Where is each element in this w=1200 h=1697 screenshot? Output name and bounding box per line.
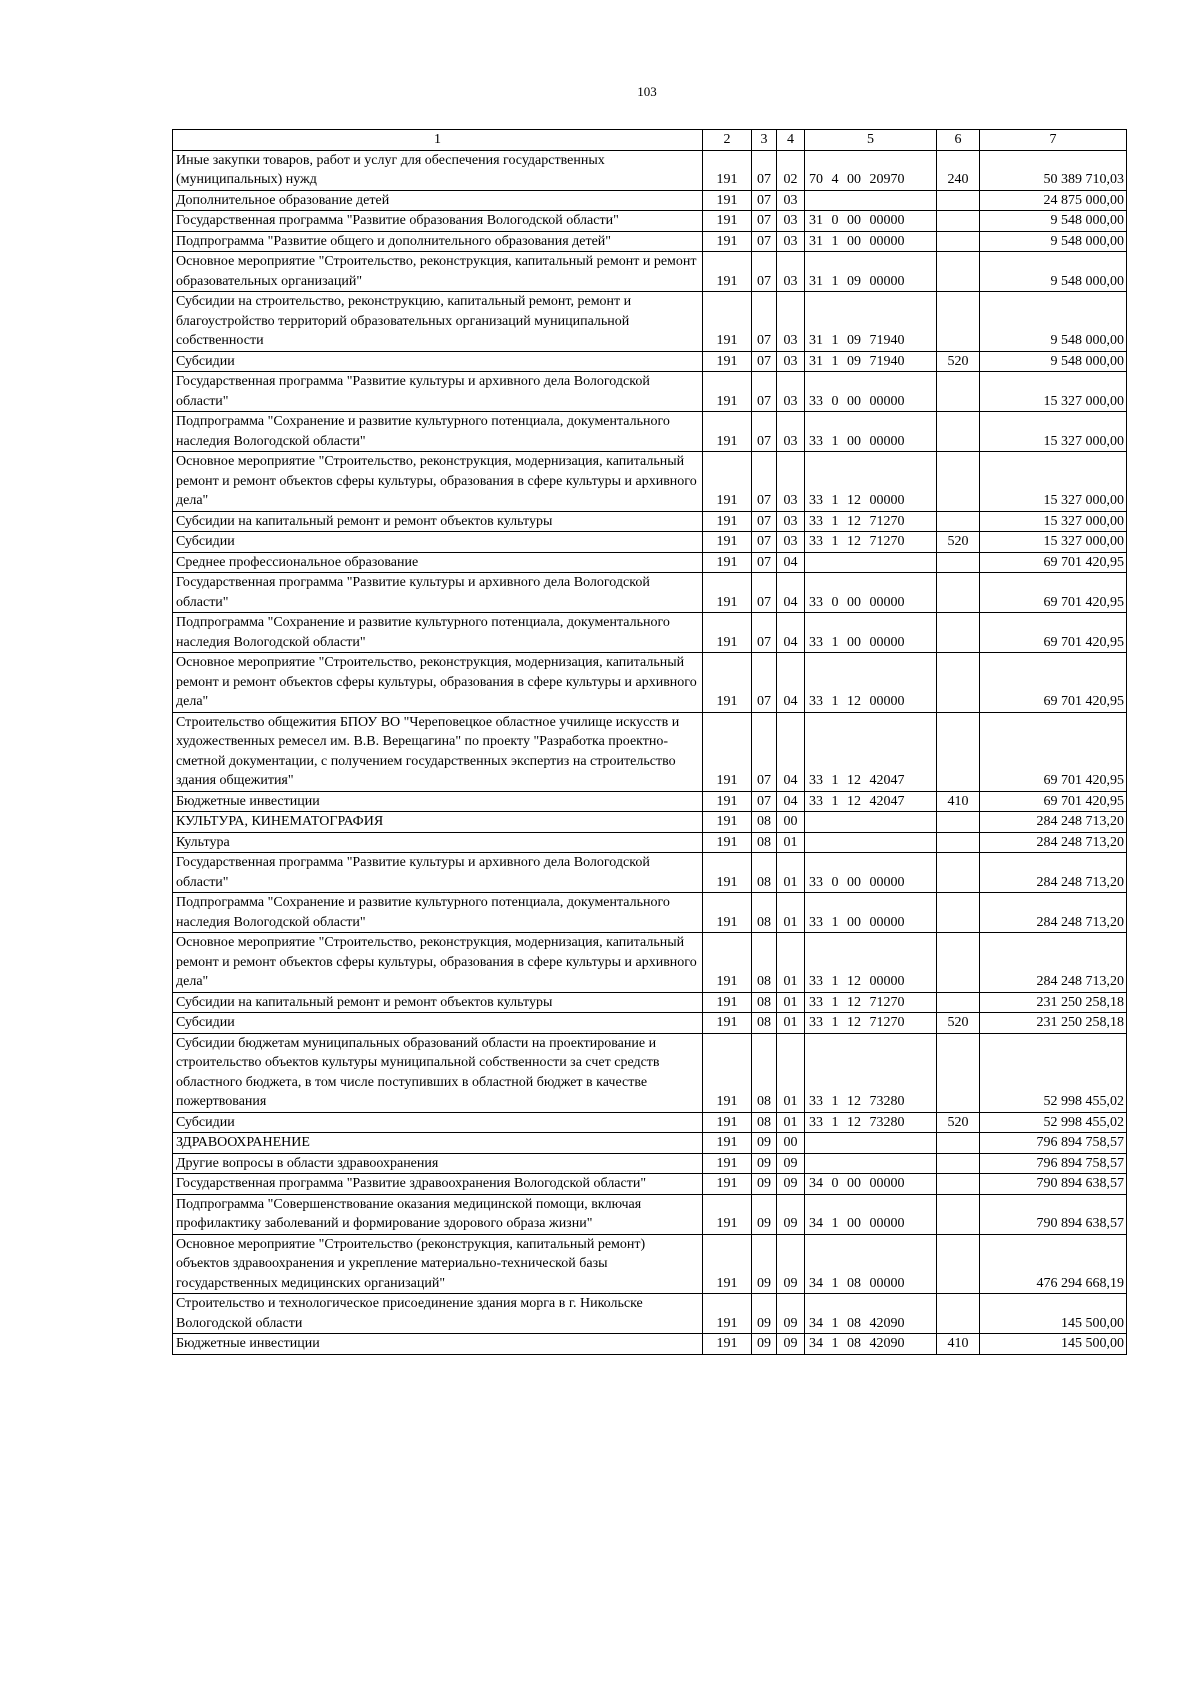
row-name-cell: Бюджетные инвестиции bbox=[173, 1334, 703, 1355]
row-c6-cell bbox=[937, 552, 980, 573]
row-c4-cell: 01 bbox=[777, 832, 805, 853]
row-c4-cell: 09 bbox=[777, 1194, 805, 1234]
row-c6-cell: 520 bbox=[937, 1013, 980, 1034]
row-name-cell: КУЛЬТУРА, КИНЕМАТОГРАФИЯ bbox=[173, 812, 703, 833]
row-name-cell: Субсидии bbox=[173, 351, 703, 372]
row-c4-cell: 03 bbox=[777, 511, 805, 532]
row-c6-cell bbox=[937, 893, 980, 933]
row-c5-cell bbox=[805, 552, 937, 573]
row-name-cell: Подпрограмма "Сохранение и развитие культурного потенциала, документального наследия Вологодской области" bbox=[173, 893, 703, 933]
row-name-cell: Субсидии бюджетам муниципальных образований области на проектирование и строительство объектов культуры муниципальной собственности за счет средств областного бюджета, в том числе поступивших в областной бюджет в качестве пожертвования bbox=[173, 1033, 703, 1112]
row-name-cell: Подпрограмма "Сохранение и развитие культурного потенциала, документального наследия Вологодской области" bbox=[173, 613, 703, 653]
row-c6-cell bbox=[937, 933, 980, 993]
table-row bbox=[173, 1133, 1127, 1154]
row-c2-cell: 191 bbox=[703, 150, 752, 190]
row-c7-cell: 284 248 713,20 bbox=[980, 893, 1127, 933]
row-c2-cell: 191 bbox=[703, 372, 752, 412]
row-c5-cell: 70 4 00 20970 bbox=[805, 150, 937, 190]
row-c4-cell: 03 bbox=[777, 231, 805, 252]
row-c2-cell: 191 bbox=[703, 893, 752, 933]
row-c5-cell: 34 1 08 42090 bbox=[805, 1334, 937, 1355]
row-c4-cell: 03 bbox=[777, 292, 805, 352]
row-c4-cell: 03 bbox=[777, 252, 805, 292]
row-c6-cell: 410 bbox=[937, 791, 980, 812]
row-c5-cell: 33 1 12 71270 bbox=[805, 1013, 937, 1034]
table-row bbox=[173, 372, 1127, 412]
table-row bbox=[173, 791, 1127, 812]
row-c6-cell bbox=[937, 412, 980, 452]
row-c7-cell: 9 548 000,00 bbox=[980, 252, 1127, 292]
row-c3-cell: 08 bbox=[752, 1112, 777, 1133]
row-c6-cell bbox=[937, 511, 980, 532]
row-name-cell: Другие вопросы в области здравоохранения bbox=[173, 1153, 703, 1174]
column-header: 5 bbox=[805, 130, 937, 151]
row-name-cell: Субсидии bbox=[173, 1112, 703, 1133]
table-row bbox=[173, 613, 1127, 653]
row-c6-cell bbox=[937, 853, 980, 893]
row-c6-cell: 520 bbox=[937, 532, 980, 553]
row-c7-cell: 284 248 713,20 bbox=[980, 832, 1127, 853]
row-c2-cell: 191 bbox=[703, 511, 752, 532]
row-c4-cell: 09 bbox=[777, 1234, 805, 1294]
row-c6-cell bbox=[937, 1133, 980, 1154]
table-row bbox=[173, 211, 1127, 232]
row-c6-cell bbox=[937, 832, 980, 853]
row-name-cell: Бюджетные инвестиции bbox=[173, 791, 703, 812]
row-c5-cell bbox=[805, 832, 937, 853]
row-c3-cell: 07 bbox=[752, 452, 777, 512]
row-c5-cell: 31 0 00 00000 bbox=[805, 211, 937, 232]
table-row bbox=[173, 1174, 1127, 1195]
row-c7-cell: 69 701 420,95 bbox=[980, 791, 1127, 812]
row-c6-cell bbox=[937, 653, 980, 713]
row-c3-cell: 07 bbox=[752, 292, 777, 352]
row-c5-cell: 33 1 12 73280 bbox=[805, 1112, 937, 1133]
row-c4-cell: 01 bbox=[777, 933, 805, 993]
row-c3-cell: 07 bbox=[752, 252, 777, 292]
row-c6-cell bbox=[937, 1033, 980, 1112]
table-row bbox=[173, 832, 1127, 853]
row-c3-cell: 09 bbox=[752, 1234, 777, 1294]
row-c5-cell bbox=[805, 1153, 937, 1174]
row-c3-cell: 08 bbox=[752, 992, 777, 1013]
page-number: 103 bbox=[637, 84, 657, 99]
row-c3-cell: 08 bbox=[752, 893, 777, 933]
row-c3-cell: 07 bbox=[752, 372, 777, 412]
row-c7-cell: 476 294 668,19 bbox=[980, 1234, 1127, 1294]
row-c4-cell: 00 bbox=[777, 812, 805, 833]
row-c3-cell: 07 bbox=[752, 613, 777, 653]
row-c6-cell bbox=[937, 231, 980, 252]
row-c7-cell: 69 701 420,95 bbox=[980, 653, 1127, 713]
row-c5-cell: 33 1 12 00000 bbox=[805, 452, 937, 512]
row-c2-cell: 191 bbox=[703, 252, 752, 292]
row-c7-cell: 69 701 420,95 bbox=[980, 613, 1127, 653]
row-c2-cell: 191 bbox=[703, 1334, 752, 1355]
budget-table bbox=[172, 129, 1127, 1355]
table-row bbox=[173, 1294, 1127, 1334]
row-c7-cell: 69 701 420,95 bbox=[980, 712, 1127, 791]
row-c3-cell: 08 bbox=[752, 812, 777, 833]
table-row bbox=[173, 1112, 1127, 1133]
row-c7-cell: 284 248 713,20 bbox=[980, 812, 1127, 833]
row-c7-cell: 50 389 710,03 bbox=[980, 150, 1127, 190]
row-c5-cell: 33 1 00 00000 bbox=[805, 613, 937, 653]
row-name-cell: Субсидии на капитальный ремонт и ремонт объектов культуры bbox=[173, 992, 703, 1013]
row-c6-cell bbox=[937, 1174, 980, 1195]
row-c3-cell: 09 bbox=[752, 1133, 777, 1154]
row-c3-cell: 07 bbox=[752, 532, 777, 553]
row-c3-cell: 07 bbox=[752, 190, 777, 211]
row-name-cell: Государственная программа "Развитие культуры и архивного дела Вологодской области" bbox=[173, 853, 703, 893]
row-c6-cell bbox=[937, 211, 980, 232]
row-c2-cell: 191 bbox=[703, 853, 752, 893]
table-row bbox=[173, 1194, 1127, 1234]
row-name-cell: Основное мероприятие "Строительство, реконструкция, модернизация, капитальный ремонт и ремонт объектов сферы культуры, образования в сфере культуры и архивного дела" bbox=[173, 653, 703, 713]
row-c4-cell: 03 bbox=[777, 351, 805, 372]
row-c5-cell: 31 1 00 00000 bbox=[805, 231, 937, 252]
row-c7-cell: 15 327 000,00 bbox=[980, 412, 1127, 452]
row-c4-cell: 04 bbox=[777, 552, 805, 573]
row-c6-cell bbox=[937, 712, 980, 791]
row-c2-cell: 191 bbox=[703, 573, 752, 613]
row-name-cell: Субсидии bbox=[173, 532, 703, 553]
row-c3-cell: 07 bbox=[752, 412, 777, 452]
table-row bbox=[173, 252, 1127, 292]
row-c2-cell: 191 bbox=[703, 812, 752, 833]
row-c4-cell: 01 bbox=[777, 893, 805, 933]
row-c2-cell: 191 bbox=[703, 292, 752, 352]
table-row bbox=[173, 452, 1127, 512]
column-header: 4 bbox=[777, 130, 805, 151]
row-c3-cell: 08 bbox=[752, 853, 777, 893]
table-row bbox=[173, 231, 1127, 252]
row-c5-cell: 34 0 00 00000 bbox=[805, 1174, 937, 1195]
row-c2-cell: 191 bbox=[703, 832, 752, 853]
table-row bbox=[173, 292, 1127, 352]
table-row bbox=[173, 1033, 1127, 1112]
row-c5-cell: 31 1 09 71940 bbox=[805, 351, 937, 372]
row-c2-cell: 191 bbox=[703, 992, 752, 1013]
row-c7-cell: 15 327 000,00 bbox=[980, 372, 1127, 412]
row-c5-cell: 33 1 00 00000 bbox=[805, 412, 937, 452]
row-c3-cell: 07 bbox=[752, 511, 777, 532]
row-c2-cell: 191 bbox=[703, 211, 752, 232]
row-name-cell: Основное мероприятие "Строительство, реконструкция, модернизация, капитальный ремонт и ремонт объектов сферы культуры, образования в сфере культуры и архивного дела" bbox=[173, 452, 703, 512]
row-c6-cell bbox=[937, 613, 980, 653]
row-c2-cell: 191 bbox=[703, 532, 752, 553]
row-c7-cell: 9 548 000,00 bbox=[980, 292, 1127, 352]
row-c3-cell: 09 bbox=[752, 1174, 777, 1195]
column-header: 3 bbox=[752, 130, 777, 151]
row-c3-cell: 09 bbox=[752, 1194, 777, 1234]
row-c7-cell: 796 894 758,57 bbox=[980, 1133, 1127, 1154]
row-c5-cell: 34 1 08 00000 bbox=[805, 1234, 937, 1294]
table-row bbox=[173, 150, 1127, 190]
row-c2-cell: 191 bbox=[703, 1153, 752, 1174]
row-c3-cell: 08 bbox=[752, 1013, 777, 1034]
row-c6-cell bbox=[937, 190, 980, 211]
row-c5-cell: 31 1 09 00000 bbox=[805, 252, 937, 292]
row-c2-cell: 191 bbox=[703, 231, 752, 252]
row-c2-cell: 191 bbox=[703, 452, 752, 512]
row-c2-cell: 191 bbox=[703, 712, 752, 791]
row-c5-cell: 33 1 12 00000 bbox=[805, 933, 937, 993]
table-row bbox=[173, 1334, 1127, 1355]
row-c4-cell: 09 bbox=[777, 1294, 805, 1334]
row-c4-cell: 03 bbox=[777, 412, 805, 452]
row-c6-cell bbox=[937, 1153, 980, 1174]
row-c7-cell: 145 500,00 bbox=[980, 1334, 1127, 1355]
table-row bbox=[173, 1153, 1127, 1174]
table-row bbox=[173, 351, 1127, 372]
row-c2-cell: 191 bbox=[703, 1013, 752, 1034]
row-name-cell: Государственная программа "Развитие культуры и архивного дела Вологодской области" bbox=[173, 573, 703, 613]
row-name-cell: Строительство общежития БПОУ ВО "Череповецкое областное училище искусств и художественных ремесел им. В.В. Верещагина" по проекту "Разработка проектно-сметной документации, с получением государственных экспертиз на строительство здания общежития" bbox=[173, 712, 703, 791]
row-name-cell: Субсидии bbox=[173, 1013, 703, 1034]
table-body bbox=[173, 150, 1127, 1354]
row-c3-cell: 07 bbox=[752, 150, 777, 190]
row-name-cell: Основное мероприятие "Строительство (реконструкция, капитальный ремонт) объектов здравоохранения и укрепление материально-технической базы государственных медицинских организаций" bbox=[173, 1234, 703, 1294]
row-c7-cell: 52 998 455,02 bbox=[980, 1112, 1127, 1133]
table-row bbox=[173, 893, 1127, 933]
row-c7-cell: 231 250 258,18 bbox=[980, 992, 1127, 1013]
row-c2-cell: 191 bbox=[703, 791, 752, 812]
row-c7-cell: 284 248 713,20 bbox=[980, 853, 1127, 893]
row-c6-cell: 410 bbox=[937, 1334, 980, 1355]
row-c7-cell: 796 894 758,57 bbox=[980, 1153, 1127, 1174]
row-name-cell: Основное мероприятие "Строительство, реконструкция, капитальный ремонт и ремонт образовательных организаций" bbox=[173, 252, 703, 292]
row-c6-cell bbox=[937, 812, 980, 833]
row-c2-cell: 191 bbox=[703, 1133, 752, 1154]
table-row bbox=[173, 190, 1127, 211]
row-c3-cell: 07 bbox=[752, 552, 777, 573]
row-c7-cell: 15 327 000,00 bbox=[980, 511, 1127, 532]
row-c7-cell: 145 500,00 bbox=[980, 1294, 1127, 1334]
row-c6-cell: 240 bbox=[937, 150, 980, 190]
row-c6-cell: 520 bbox=[937, 351, 980, 372]
table-row bbox=[173, 992, 1127, 1013]
row-c6-cell: 520 bbox=[937, 1112, 980, 1133]
row-c7-cell: 69 701 420,95 bbox=[980, 573, 1127, 613]
row-c4-cell: 03 bbox=[777, 452, 805, 512]
table-row bbox=[173, 933, 1127, 993]
row-c5-cell: 33 1 00 00000 bbox=[805, 893, 937, 933]
table-row bbox=[173, 552, 1127, 573]
row-c7-cell: 9 548 000,00 bbox=[980, 211, 1127, 232]
row-c2-cell: 191 bbox=[703, 1194, 752, 1234]
row-c7-cell: 15 327 000,00 bbox=[980, 452, 1127, 512]
row-c5-cell: 33 1 12 42047 bbox=[805, 712, 937, 791]
row-c4-cell: 01 bbox=[777, 992, 805, 1013]
table-row bbox=[173, 532, 1127, 553]
row-c7-cell: 790 894 638,57 bbox=[980, 1194, 1127, 1234]
table-row bbox=[173, 853, 1127, 893]
row-c2-cell: 191 bbox=[703, 351, 752, 372]
row-c2-cell: 191 bbox=[703, 1033, 752, 1112]
row-c3-cell: 07 bbox=[752, 653, 777, 713]
row-c5-cell: 33 0 00 00000 bbox=[805, 853, 937, 893]
row-c7-cell: 15 327 000,00 bbox=[980, 532, 1127, 553]
row-c4-cell: 04 bbox=[777, 573, 805, 613]
row-c3-cell: 07 bbox=[752, 791, 777, 812]
column-header: 2 bbox=[703, 130, 752, 151]
row-c4-cell: 00 bbox=[777, 1133, 805, 1154]
row-c3-cell: 08 bbox=[752, 832, 777, 853]
table-row bbox=[173, 812, 1127, 833]
row-name-cell: Основное мероприятие "Строительство, реконструкция, модернизация, капитальный ремонт и ремонт объектов сферы культуры, образования в сфере культуры и архивного дела" bbox=[173, 933, 703, 993]
row-c4-cell: 03 bbox=[777, 211, 805, 232]
row-c7-cell: 284 248 713,20 bbox=[980, 933, 1127, 993]
row-c5-cell: 31 1 09 71940 bbox=[805, 292, 937, 352]
column-header: 6 bbox=[937, 130, 980, 151]
row-name-cell: Государственная программа "Развитие культуры и архивного дела Вологодской области" bbox=[173, 372, 703, 412]
row-c4-cell: 04 bbox=[777, 712, 805, 791]
row-c4-cell: 01 bbox=[777, 1013, 805, 1034]
row-c7-cell: 790 894 638,57 bbox=[980, 1174, 1127, 1195]
row-c2-cell: 191 bbox=[703, 1294, 752, 1334]
row-c4-cell: 02 bbox=[777, 150, 805, 190]
row-c4-cell: 01 bbox=[777, 853, 805, 893]
row-c6-cell bbox=[937, 292, 980, 352]
table-row bbox=[173, 1234, 1127, 1294]
table-row bbox=[173, 1013, 1127, 1034]
row-c6-cell bbox=[937, 372, 980, 412]
table-row bbox=[173, 412, 1127, 452]
row-name-cell: Субсидии на строительство, реконструкцию, капитальный ремонт, ремонт и благоустройство территорий образовательных организаций муниципальной собственности bbox=[173, 292, 703, 352]
row-c7-cell: 231 250 258,18 bbox=[980, 1013, 1127, 1034]
row-c5-cell: 34 1 08 42090 bbox=[805, 1294, 937, 1334]
row-c4-cell: 04 bbox=[777, 613, 805, 653]
row-c2-cell: 191 bbox=[703, 613, 752, 653]
row-c7-cell: 24 875 000,00 bbox=[980, 190, 1127, 211]
row-name-cell: ЗДРАВООХРАНЕНИЕ bbox=[173, 1133, 703, 1154]
row-c5-cell bbox=[805, 1133, 937, 1154]
row-name-cell: Среднее профессиональное образование bbox=[173, 552, 703, 573]
row-c5-cell: 33 1 12 42047 bbox=[805, 791, 937, 812]
row-c5-cell: 33 0 00 00000 bbox=[805, 573, 937, 613]
row-c2-cell: 191 bbox=[703, 1234, 752, 1294]
row-c6-cell bbox=[937, 992, 980, 1013]
row-c5-cell: 33 1 12 73280 bbox=[805, 1033, 937, 1112]
row-c4-cell: 09 bbox=[777, 1334, 805, 1355]
row-name-cell: Подпрограмма "Развитие общего и дополнительного образования детей" bbox=[173, 231, 703, 252]
row-c7-cell: 69 701 420,95 bbox=[980, 552, 1127, 573]
row-c6-cell bbox=[937, 573, 980, 613]
row-name-cell: Государственная программа "Развитие образования Вологодской области" bbox=[173, 211, 703, 232]
row-c5-cell bbox=[805, 812, 937, 833]
table-row bbox=[173, 511, 1127, 532]
row-c5-cell: 33 1 12 71270 bbox=[805, 992, 937, 1013]
row-c6-cell bbox=[937, 452, 980, 512]
row-c5-cell: 33 1 12 71270 bbox=[805, 511, 937, 532]
table-row bbox=[173, 712, 1127, 791]
row-c5-cell: 34 1 00 00000 bbox=[805, 1194, 937, 1234]
row-c2-cell: 191 bbox=[703, 1112, 752, 1133]
row-c6-cell bbox=[937, 252, 980, 292]
table-row bbox=[173, 653, 1127, 713]
row-c6-cell bbox=[937, 1194, 980, 1234]
row-c3-cell: 07 bbox=[752, 712, 777, 791]
row-name-cell: Государственная программа "Развитие здравоохранения Вологодской области" bbox=[173, 1174, 703, 1195]
row-c4-cell: 03 bbox=[777, 532, 805, 553]
row-name-cell: Субсидии на капитальный ремонт и ремонт объектов культуры bbox=[173, 511, 703, 532]
row-c4-cell: 04 bbox=[777, 791, 805, 812]
row-c6-cell bbox=[937, 1234, 980, 1294]
column-header: 1 bbox=[173, 130, 703, 151]
row-c2-cell: 191 bbox=[703, 933, 752, 993]
row-c7-cell: 9 548 000,00 bbox=[980, 351, 1127, 372]
row-c3-cell: 09 bbox=[752, 1334, 777, 1355]
row-name-cell: Строительство и технологическое присоединение здания морга в г. Никольске Вологодской области bbox=[173, 1294, 703, 1334]
row-c3-cell: 08 bbox=[752, 1033, 777, 1112]
row-c7-cell: 9 548 000,00 bbox=[980, 231, 1127, 252]
row-c6-cell bbox=[937, 1294, 980, 1334]
row-name-cell: Иные закупки товаров, работ и услуг для обеспечения государственных (муниципальных) нужд bbox=[173, 150, 703, 190]
row-c2-cell: 191 bbox=[703, 552, 752, 573]
row-c4-cell: 09 bbox=[777, 1153, 805, 1174]
row-c3-cell: 08 bbox=[752, 933, 777, 993]
row-c2-cell: 191 bbox=[703, 653, 752, 713]
row-c4-cell: 03 bbox=[777, 190, 805, 211]
row-c3-cell: 09 bbox=[752, 1153, 777, 1174]
header-row bbox=[173, 130, 1127, 151]
column-header: 7 bbox=[980, 130, 1127, 151]
row-name-cell: Культура bbox=[173, 832, 703, 853]
row-c3-cell: 07 bbox=[752, 231, 777, 252]
row-c3-cell: 07 bbox=[752, 573, 777, 613]
row-c3-cell: 09 bbox=[752, 1294, 777, 1334]
row-c5-cell bbox=[805, 190, 937, 211]
row-c3-cell: 07 bbox=[752, 211, 777, 232]
row-c4-cell: 01 bbox=[777, 1112, 805, 1133]
row-c4-cell: 03 bbox=[777, 372, 805, 412]
row-c4-cell: 01 bbox=[777, 1033, 805, 1112]
row-name-cell: Дополнительное образование детей bbox=[173, 190, 703, 211]
row-c2-cell: 191 bbox=[703, 412, 752, 452]
table-row bbox=[173, 573, 1127, 613]
row-c4-cell: 09 bbox=[777, 1174, 805, 1195]
row-c5-cell: 33 0 00 00000 bbox=[805, 372, 937, 412]
row-c3-cell: 07 bbox=[752, 351, 777, 372]
row-c4-cell: 04 bbox=[777, 653, 805, 713]
row-c5-cell: 33 1 12 71270 bbox=[805, 532, 937, 553]
row-name-cell: Подпрограмма "Сохранение и развитие культурного потенциала, документального наследия Вологодской области" bbox=[173, 412, 703, 452]
row-c2-cell: 191 bbox=[703, 190, 752, 211]
row-name-cell: Подпрограмма "Совершенствование оказания медицинской помощи, включая профилактику заболеваний и формирование здорового образа жизни" bbox=[173, 1194, 703, 1234]
row-c2-cell: 191 bbox=[703, 1174, 752, 1195]
row-c5-cell: 33 1 12 00000 bbox=[805, 653, 937, 713]
row-c7-cell: 52 998 455,02 bbox=[980, 1033, 1127, 1112]
